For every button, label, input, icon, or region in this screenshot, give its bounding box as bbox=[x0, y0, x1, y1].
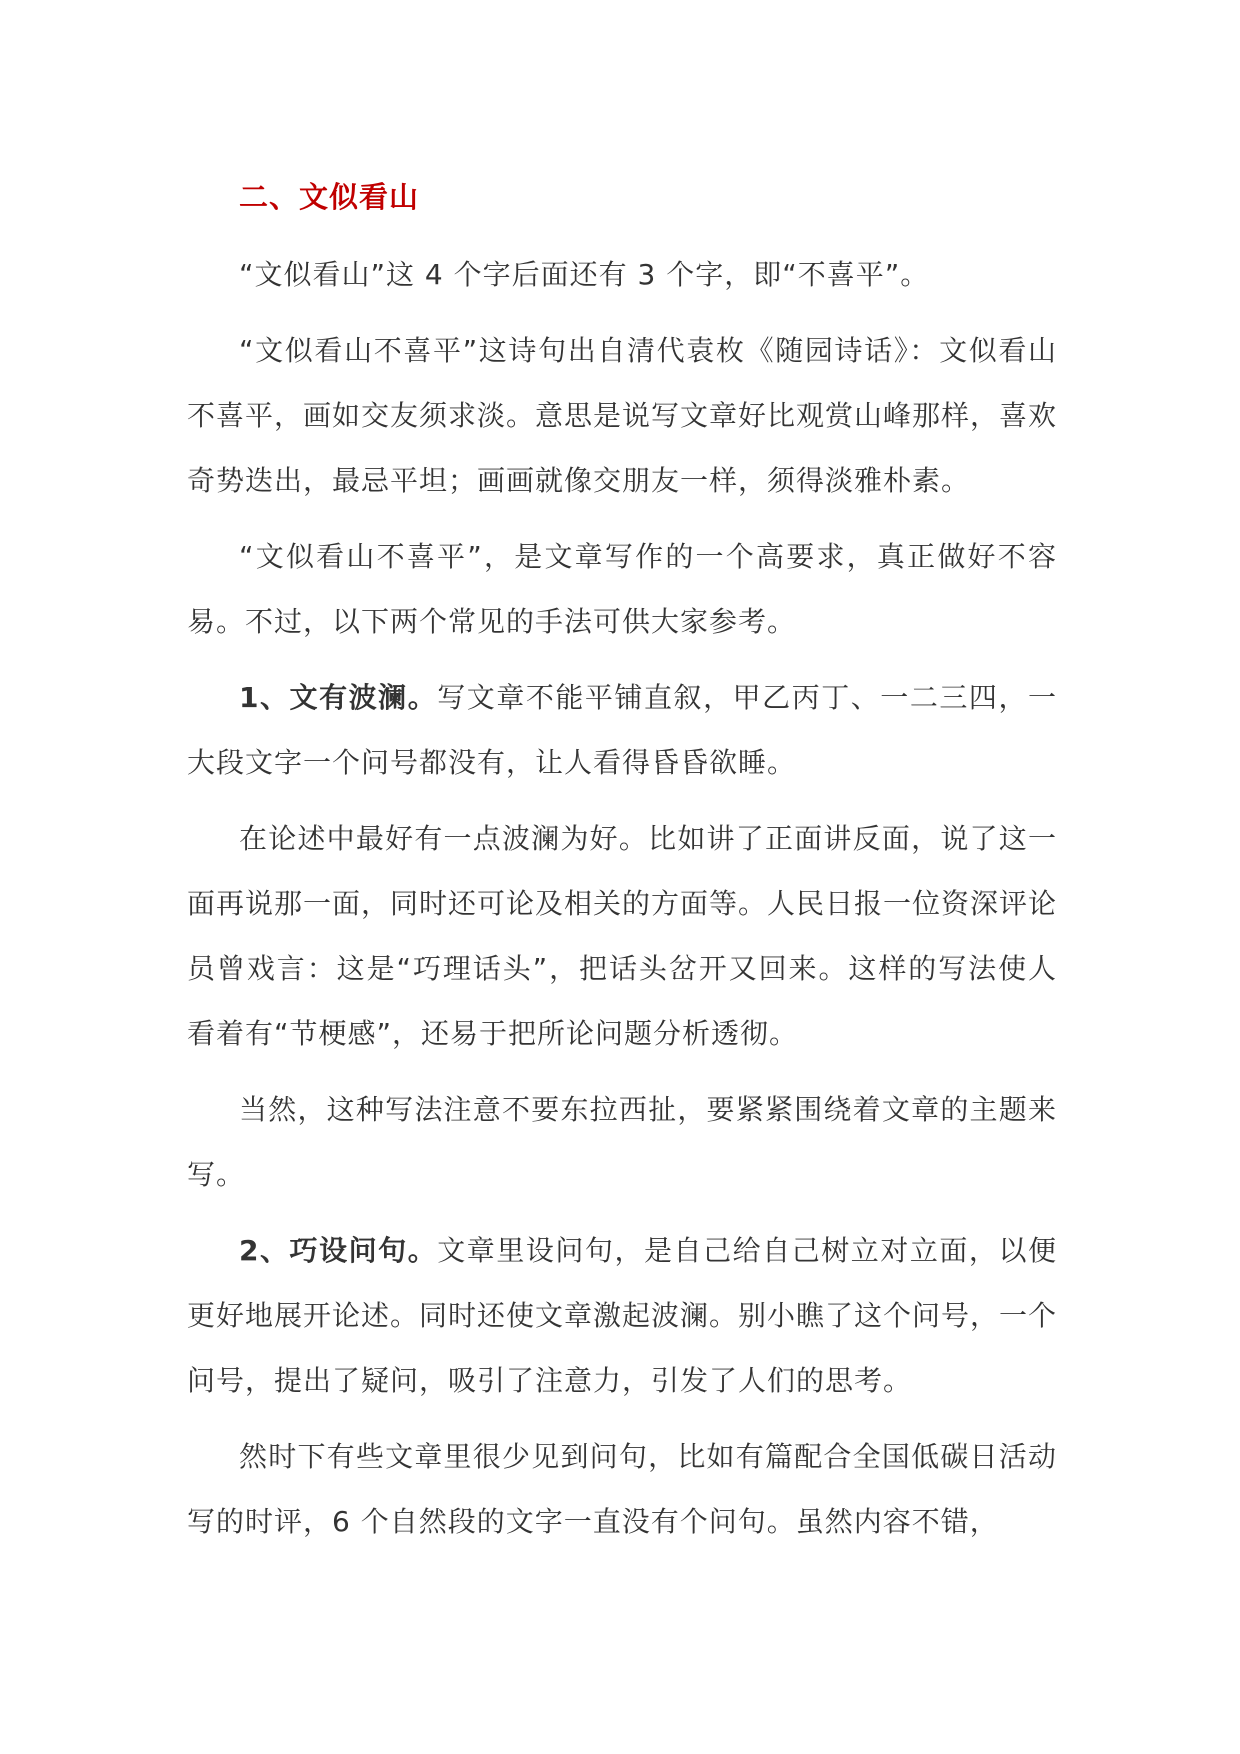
paragraph-text: 当然，这种写法注意不要东拉西扯，要紧紧围绕着文章的主题来写。 bbox=[187, 1093, 1057, 1191]
paragraph-text: 文章里设问句，是自己给自己树立对立面，以便更好地展开论述。同时还使文章激起波澜。别小瞧了这个问号，一个问号，提出了疑问，吸引了注意力，引发了人们的思考。 bbox=[187, 1234, 1058, 1397]
paragraph-text: 然时下有些文章里很少见到问句，比如有篇配合全国低碳日活动写的时评，6 个自然段的文字一直没有个问句。虽然内容不错， bbox=[187, 1440, 1057, 1538]
paragraph-4 bbox=[187, 665, 1057, 795]
paragraph-text: “文似看山”这 4 个字后面还有 3 个字，即“不喜平”。 bbox=[239, 258, 930, 291]
paragraph-3 bbox=[187, 524, 1057, 654]
paragraph-1 bbox=[187, 242, 1057, 307]
paragraph-text: “文似看山不喜平”，是文章写作的一个高要求，真正做好不容易。不过，以下两个常见的手法可供大家参考。 bbox=[187, 540, 1057, 638]
paragraph-8 bbox=[187, 1424, 1057, 1554]
paragraph-5 bbox=[187, 806, 1057, 1066]
paragraph-2 bbox=[187, 318, 1057, 513]
paragraph-7 bbox=[187, 1218, 1057, 1413]
paragraph-text: “文似看山不喜平”这诗句出自清代袁枚《随园诗话》：文似看山不喜平，画如交友须求淡。意思是说写文章好比观赏山峰那样，喜欢奇势迭出，最忌平坦；画画就像交朋友一样，须得淡雅朴素。 bbox=[187, 334, 1058, 497]
paragraph-lead: 2、巧设问句。 bbox=[239, 1234, 438, 1267]
paragraph-6 bbox=[187, 1077, 1057, 1207]
paragraph-text: 写文章不能平铺直叙，甲乙丙丁、一二三四，一大段文字一个问号都没有，让人看得昏昏欲睡。 bbox=[187, 681, 1057, 779]
document-page bbox=[187, 172, 1057, 1565]
paragraph-lead: 1、文有波澜。 bbox=[239, 681, 438, 714]
section-heading: 二、文似看山 bbox=[239, 180, 420, 214]
paragraph-text: 在论述中最好有一点波澜为好。比如讲了正面讲反面，说了这一面再说那一面，同时还可论及相关的方面等。人民日报一位资深评论员曾戏言：这是“巧理话头”，把话头岔开又回来。这样的写法使人看着有“节梗感”，还易于把所论问题分析透彻。 bbox=[187, 822, 1058, 1050]
